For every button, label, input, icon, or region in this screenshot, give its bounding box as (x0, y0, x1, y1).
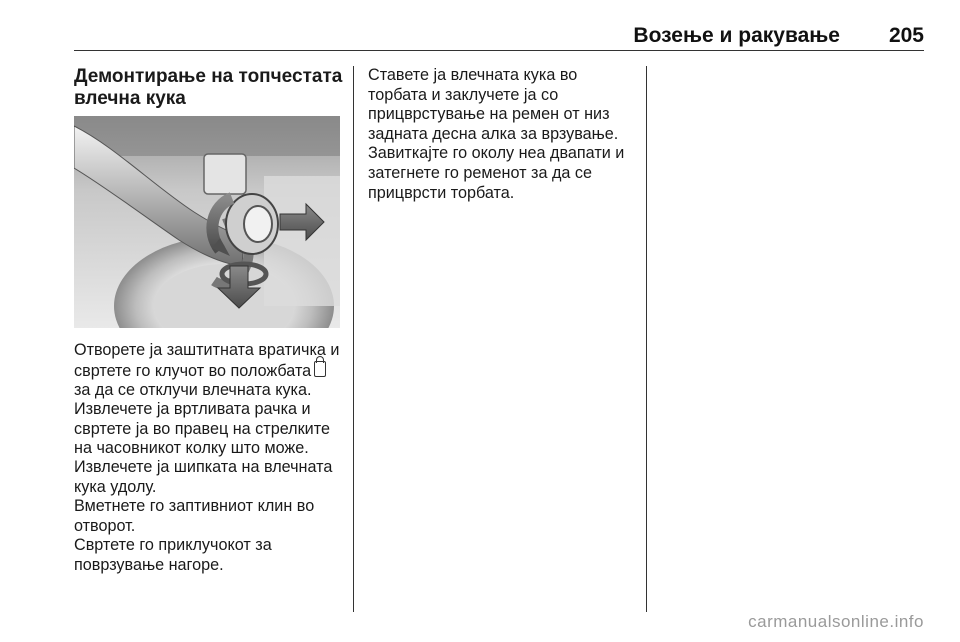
socket-housing-icon (204, 154, 246, 194)
left-paragraph-1-tail: за да се отклучи влечната кука. (74, 381, 312, 400)
watermark: carmanualsonline.info (748, 612, 924, 631)
left-paragraph-3: Извлечете ја шипката на влечната кука удолу. (74, 458, 333, 496)
tow-hook-illustration (74, 116, 340, 328)
page-number: 205 (888, 24, 924, 47)
header-title: Возење и ракување (633, 24, 840, 47)
left-paragraph-1 (74, 341, 354, 401)
right-paragraph-1: Ставете ја влечната кука во торбата и заклучете ја со прицврстување на ремен от низ задната десна алка за врзување. Завиткајте го околу неа двапати и затегнете го ременот за да се прицврсти торбата. (368, 66, 625, 202)
left-paragraph-2: Извлечете ја вртливата рачка и свртете ја во правец на стрелките на часовникот колку што може. (74, 400, 330, 458)
left-paragraph-1-text: Отворете ја заштитната вратичка и свртете го клучот во положбата (74, 341, 340, 380)
unlocked-icon (314, 361, 326, 377)
column-divider-right (646, 66, 647, 612)
left-paragraph-5: Свртете го приклучокот за поврзување нагоре. (74, 536, 272, 574)
section-heading: Демонтирање на топчестата влечна кука (74, 66, 343, 109)
column-divider-left (353, 66, 354, 612)
left-paragraph-4: Вметнете го заптивниот клин во отворот. (74, 497, 315, 535)
page-header (74, 22, 924, 51)
tow-hook-figure (74, 116, 340, 328)
